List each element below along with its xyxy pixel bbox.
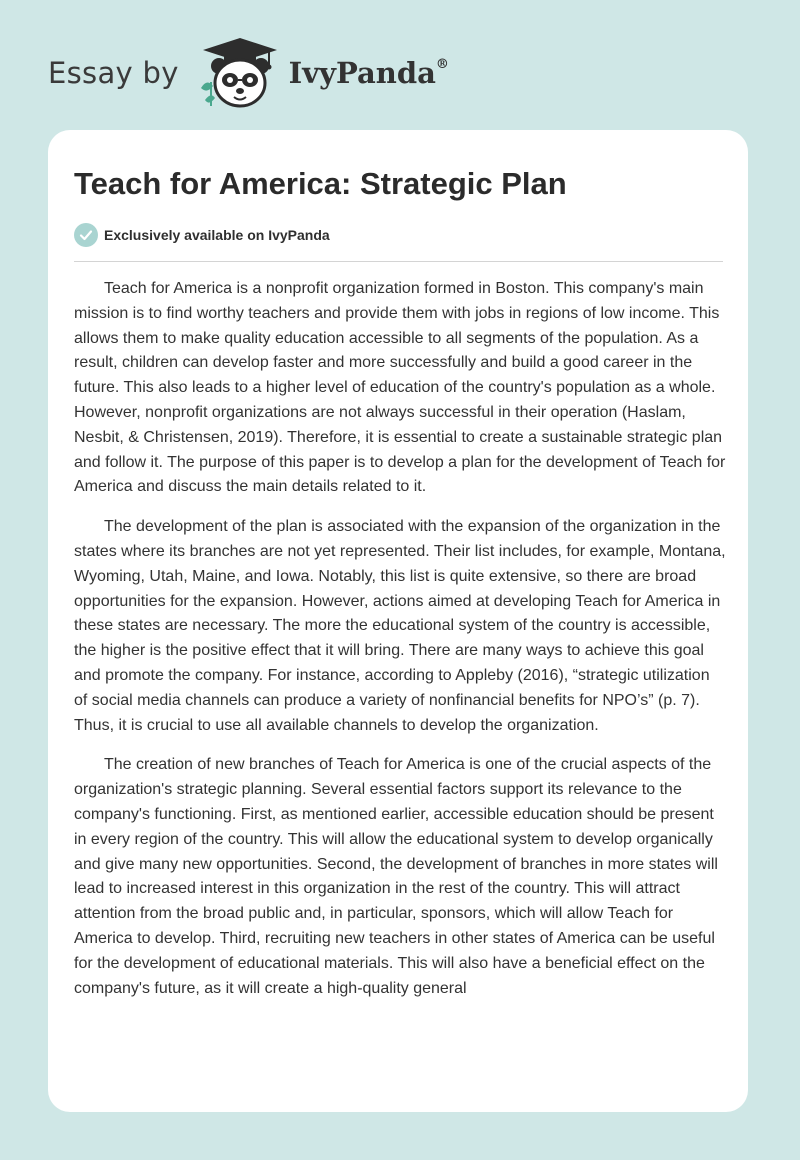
site-header: [48, 36, 449, 110]
brand-name[interactable]: [289, 56, 449, 90]
essay-by-label: Essay by: [48, 56, 179, 90]
essay-body: [74, 277, 726, 1103]
registered-mark: ®: [435, 57, 449, 73]
page-title: Teach for America: Strategic Plan: [74, 166, 567, 201]
brand-name-text: IvyPanda: [288, 56, 436, 90]
exclusive-badge-label: Exclusively available on IvyPanda: [104, 227, 330, 243]
divider: [74, 261, 723, 262]
panda-graduate-logo-icon[interactable]: [197, 36, 283, 110]
essay-card: [48, 130, 748, 1112]
checkmark-icon: [74, 223, 98, 247]
exclusive-badge: [74, 222, 330, 248]
paragraph: The development of the plan is associated with the expansion of the organization in the states where its branches are not yet represented. Their list includes, for example, Montana, Wyoming, Utah, Maine, and Iowa. Notably, this list is quite extensive, so there are broad opportunities for the expansion. However, actions aimed at developing Teach for America in these states are necessary. The more the educational system of the country is accessible, the higher is the positive effect that it will bring. There are many ways to achieve this goal and promote the company. For instance, according to Appleby (2016), “strategic utilization of social media channels can produce a variety of nonfinancial benefits for NPO’s” (p. 7). Thus, it is crucial to use all available channels to develop the organization.: [74, 518, 726, 734]
paragraph: The creation of new branches of Teach for America is one of the crucial aspects of the organization's strategic planning. Several essential factors support its relevance to the company's functioning. First, as mentioned earlier, accessible education should be present in every region of the country. This will allow the educational system to develop organically and give many new opportunities. Second, the development of branches in more states will lead to increased interest in this organization in the rest of the country. This will attract attention from the broad public and, in particular, sponsors, which will allow Teach for America to develop. Third, recruiting new teachers in other states of America can be useful for the development of educational materials. This will also have a beneficial effect on the company's future, as it will create a high-quality general: [74, 756, 718, 997]
paragraph: Teach for America is a nonprofit organization formed in Boston. This company's main mission is to find worthy teachers and provide them with jobs in regions of low income. This allows them to make quality education accessible to all segments of the population. As a result, children can develop faster and more successfully and build a good career in the future. This also leads to a higher level of education of the country's population as a whole. However, nonprofit organizations are not always successful in their operation (Haslam, Nesbit, & Christensen, 2019). Therefore, it is essential to create a sustainable strategic plan and follow it. The purpose of this paper is to develop a plan for the development of Teach for America and discuss the main details related to it.: [74, 280, 726, 496]
